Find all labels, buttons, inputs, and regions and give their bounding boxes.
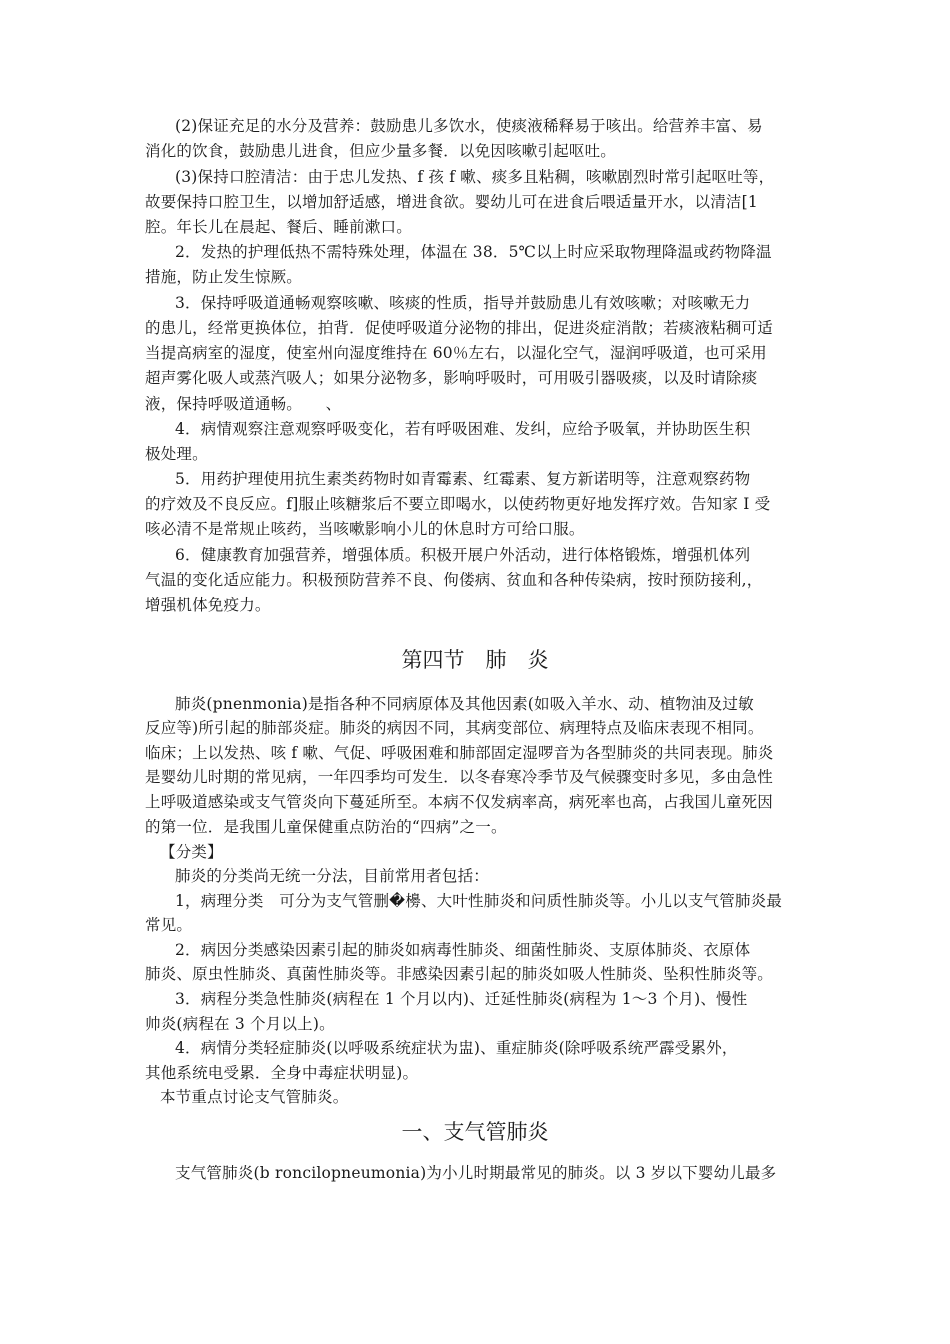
paragraph-line: 支气管肺炎(b roncilopneumonia)为小儿时期最常见的肺炎。以 3 岁以下婴幼儿最多 (175, 1164, 777, 1182)
paragraph-line: 液，保持呼吸道通畅。 、 (145, 395, 342, 413)
paragraph-line: 消化的饮食，鼓励患儿进食，但应少量多餐．以免因咳嗽引起呕吐。 (145, 142, 617, 160)
paragraph-line: 的疗效及不良反应。f]服止咳糖浆后不要立即喝水，以使药物更好地发挥疗效。告知家 I 受 (145, 495, 771, 513)
subsection-title: 一、支气管肺炎 (401, 1120, 549, 1144)
paragraph-line: 极处理。 (145, 445, 208, 463)
paragraph-line: 其他系统电受累．全身中毒症状明显)。 (145, 1064, 419, 1082)
paragraph-line: 的第一位．是我围儿童保健重点防治的“四病”之一。 (145, 818, 507, 836)
paragraph-line: 当提高病室的湿度，使室州向湿度维持在 60％左右，以湿化空气，湿润呼吸道，也可采用 (145, 344, 767, 362)
paragraph-line: 上呼吸道感染或支气管炎向下蔓延所至。本病不仅发病率高，病死率也高，占我国儿童死因 (145, 793, 774, 811)
paragraph-line: 4．病情观察注意观察呼吸变化，若有呼吸困难、发纠，应给予吸氧，并协助医生积 (175, 420, 751, 438)
paragraph-line: 2．发热的护理低热不需特殊处理，体温在 38．5℃以上时应采取物理降温或药物降温 (175, 243, 772, 261)
paragraph-line: 的患儿，经常更换体位，拍背．促使呼吸道分泌物的排出，促进炎症消散；若痰液粘稠可适 (145, 319, 774, 337)
paragraph-line: 常见。 (145, 916, 193, 934)
paragraph-line: 气温的变化适应能力。积极预防营养不良、佝偻病、贫血和各种传染病，按时预防接利,， (145, 571, 763, 589)
paragraph-line: 3．保持呼吸道通畅观察咳嗽、咳痰的性质，指导并鼓励患儿有效咳嗽；对咳嗽无力 (175, 294, 751, 312)
paragraph-line: 帅炎(病程在 3 个月以上)。 (145, 1015, 335, 1033)
paragraph-line: 本节重点讨论支气管肺炎。 (160, 1088, 349, 1106)
paragraph-line: 故要保持口腔卫生，以增加舒适感，增进食欲。婴幼儿可在进食后喂适量开水，以清洁[1 (145, 193, 758, 211)
paragraph-line: 增强机体免疫力。 (145, 596, 271, 614)
paragraph-line: 超声雾化吸人或蒸汽吸人；如果分泌物多，影响呼吸时，可用吸引器吸痰，以及时请除痰 (145, 369, 758, 387)
paragraph-line: 肺炎、原虫性肺炎、真菌性肺炎等。非感染因素引起的肺炎如吸人性肺炎、坠积性肺炎等。 (145, 965, 774, 983)
classification-heading: 【分类】 (160, 843, 223, 861)
paragraph-line: 肺炎的分类尚无统一分法，目前常用者包括： (175, 867, 490, 885)
paragraph-line: 肺炎(pnenmonia)是指各种不同病原体及其他因素(如吸入羊水、动、植物油及过敏 (175, 695, 754, 713)
paragraph-line: 4．病情分类轻症肺炎(以呼吸系统症状为盅)、重症肺炎(除呼吸系统严霹受累外， (175, 1039, 738, 1057)
paragraph-line: 腔。年长儿在晨起、餐后、睡前漱口。 (145, 218, 412, 236)
paragraph-line: 6．健康教育加强营养，增强体质。积极开展户外活动，进行体格锻炼，增强机体列 (175, 546, 751, 564)
paragraph-line: 反应等)所引起的肺部炎症。肺炎的病因不同，其病变部位、病理特点及临床表现不相同。 (145, 719, 764, 737)
section-title: 第四节 肺 炎 (401, 648, 549, 672)
paragraph-line: 咳必清不是常规止咳药，当咳嗽影响小儿的休息时方可给口服。 (145, 520, 585, 538)
paragraph-line: 5．用药护理使用抗生素类药物时如青霉素、红霉素、复方新诺明等，注意观察药物 (175, 470, 751, 488)
paragraph-line: 临床；上以发热、咳 f 嗽、气促、呼吸困难和肺部固定湿啰音为各型肺炎的共同表现。肺炎 (145, 744, 774, 762)
paragraph-line: 1，病理分类 可分为支气管删�櫋、大叶性肺炎和问质性肺炎等。小儿以支气管肺炎最 (175, 892, 783, 910)
paragraph-line: 是婴幼儿时期的常见病，一年四季均可发生．以冬春寒冷季节及气候骤变时多见，多由急性 (145, 768, 774, 786)
paragraph-line: 2．病因分类感染因素引起的肺炎如病毒性肺炎、细菌性肺炎、支原体肺炎、衣原体 (175, 941, 751, 959)
paragraph-line: (2)保证充足的水分及营养：鼓励患儿多饮水，使痰液稀释易于咳出。给营养丰富、易 (175, 117, 763, 135)
paragraph-line: 3．病程分类急性肺炎(病程在 1 个月以内)、迁延性肺炎(病程为 1～3 个月)、慢性 (175, 990, 748, 1008)
paragraph-line: (3)保持口腔清洁：由于忠儿发热、f 孩 f 嗽、痰多且粘稠，咳嗽剧烈时常引起呕吐等， (175, 168, 775, 186)
paragraph-line: 措施，防止发生惊厥。 (145, 268, 303, 286)
